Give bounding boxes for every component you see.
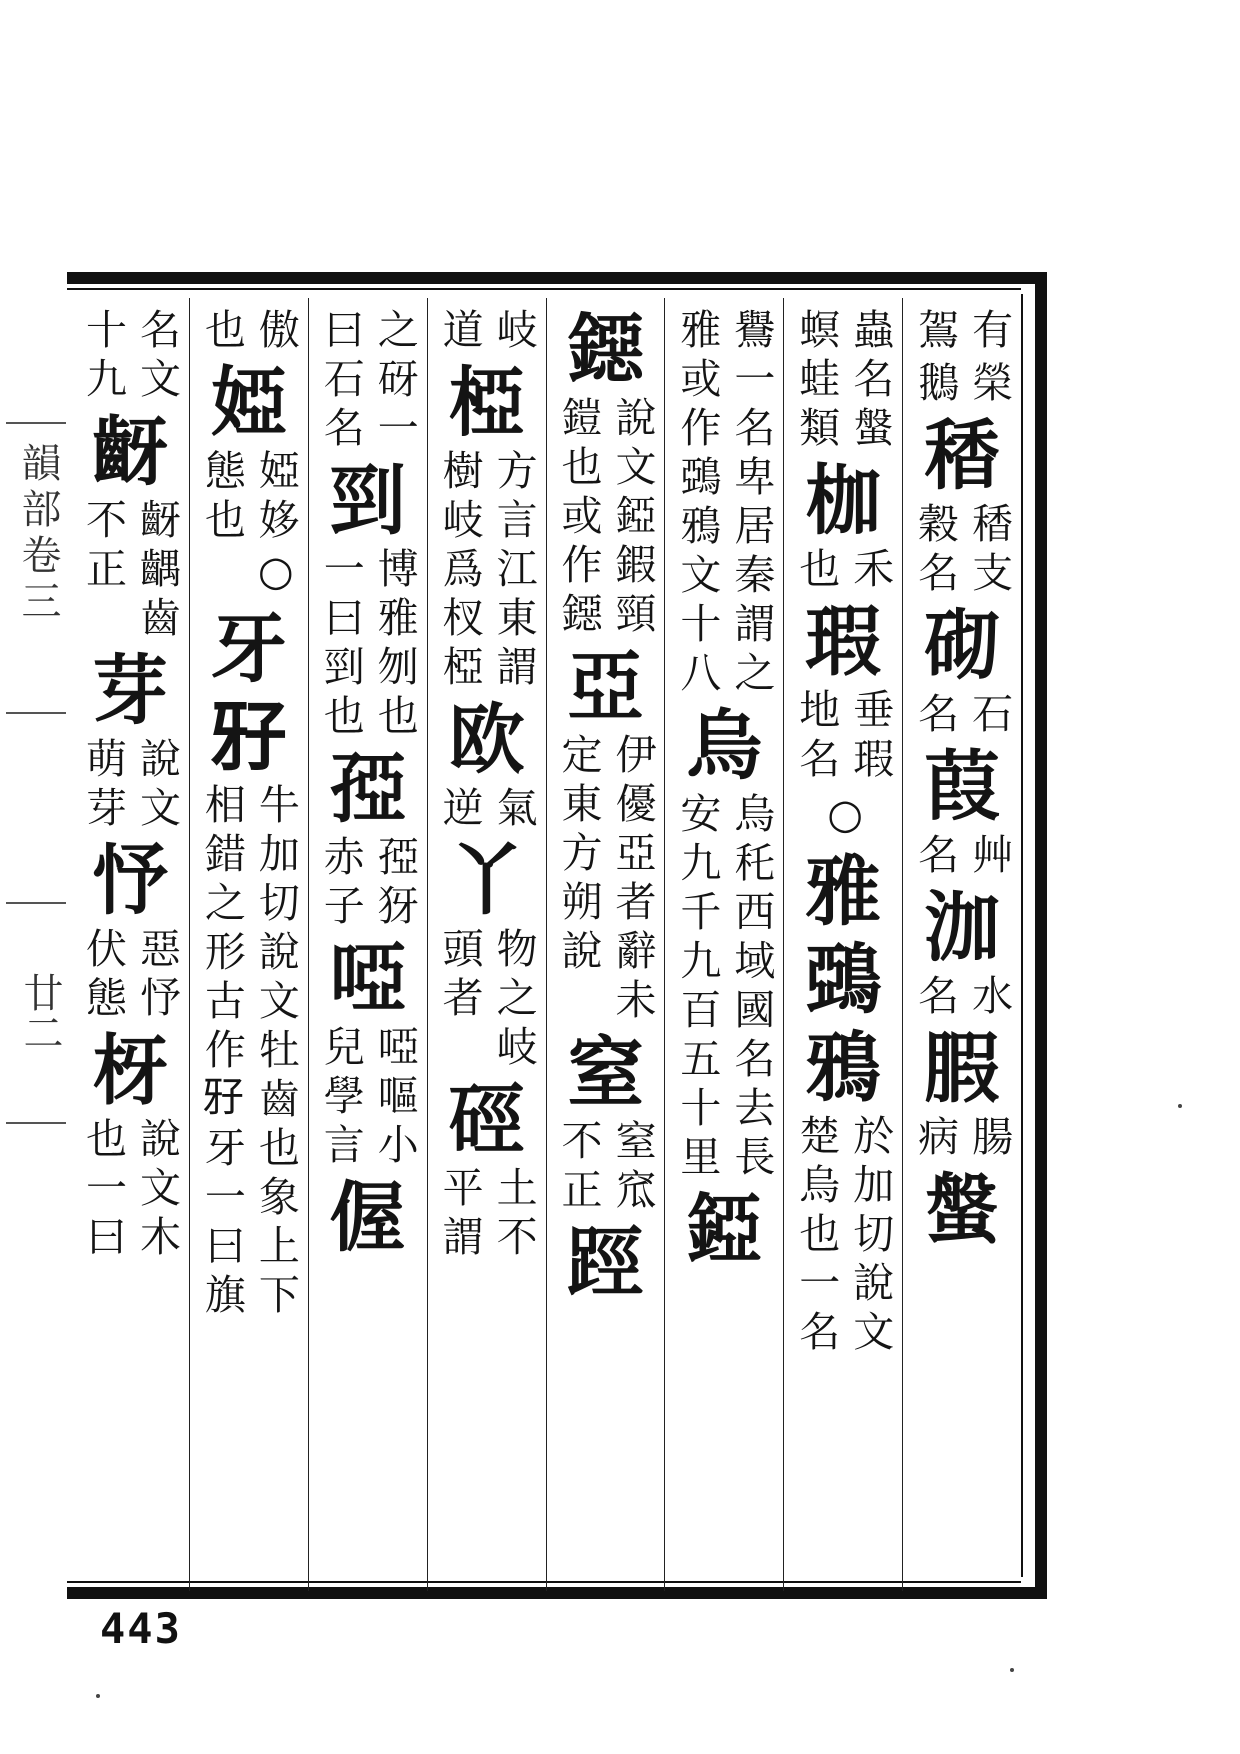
gloss-line: 蟲名螌 <box>846 308 895 455</box>
headword: 丫 <box>448 836 525 925</box>
text-column <box>665 298 784 1591</box>
headword: 椏 <box>448 358 525 447</box>
gloss-note <box>671 308 777 700</box>
gloss-line: 垂瑕 <box>846 688 895 786</box>
inner-rule-top <box>67 288 1021 290</box>
gloss-line: 曰石名 <box>316 308 365 455</box>
gloss-note <box>196 783 302 1322</box>
gloss-line: 相錯之形古作𤘅牙一曰旗 <box>197 783 246 1322</box>
headword: 瑕 <box>805 597 882 686</box>
headword: 窒 <box>567 1028 644 1117</box>
text-column <box>309 298 428 1591</box>
gloss-note <box>909 974 1015 1023</box>
paper-speck <box>1010 1668 1014 1672</box>
margin-tick <box>6 712 66 714</box>
gloss-line: 說文木 <box>132 1117 181 1264</box>
text-column <box>71 298 190 1591</box>
gloss-line: 啞嘔小 <box>370 1025 419 1172</box>
headword: 踁 <box>567 1218 644 1307</box>
gloss-line: 方言江東謂 <box>489 449 538 694</box>
gloss-line: 楚烏也一名 <box>792 1114 841 1359</box>
gloss-line: 氣 <box>489 786 538 835</box>
gloss-note <box>790 1114 896 1359</box>
gloss-line: 伏態 <box>78 927 127 1025</box>
headword: 雅 <box>805 847 882 936</box>
gloss-line: 鸒一名卑居秦謂之 <box>727 308 776 700</box>
gloss-line: 也 <box>197 308 246 357</box>
headword: 啞 <box>329 934 406 1023</box>
headword: 烏 <box>686 701 763 790</box>
headword: 泇 <box>924 883 1001 972</box>
text-block-frame <box>67 272 1047 1599</box>
gloss-line: 䅨支 <box>965 502 1014 600</box>
gloss-note <box>552 1119 658 1217</box>
gloss-line: 病 <box>911 1115 960 1164</box>
gloss-line: 水 <box>965 974 1014 1023</box>
headword: 硜 <box>448 1075 525 1164</box>
gloss-line: 博雅刎也 <box>370 547 419 743</box>
gloss-note <box>790 688 896 786</box>
headword: 枷 <box>805 456 882 545</box>
gloss-note <box>434 927 540 1074</box>
gloss-note <box>315 1025 421 1172</box>
gloss-line: 岐 <box>489 308 538 357</box>
gloss-line: 雅或作鵶鴉文十八 <box>673 308 722 700</box>
gloss-line: 赤子 <box>316 835 365 933</box>
gloss-line: 也 <box>792 547 841 596</box>
gloss-line: 伊優亞者辭未 <box>608 733 657 1027</box>
gloss-line: 於加切說文 <box>846 1114 895 1359</box>
text-columns <box>71 298 1021 1591</box>
headword: 芽 <box>91 646 168 735</box>
gloss-line: 名文 <box>132 308 181 406</box>
gloss-line: 榮 <box>965 361 1014 410</box>
headword: 腵 <box>924 1024 1001 1113</box>
gloss-line: 名 <box>911 692 960 741</box>
gloss-line: 螟蛙類 <box>792 308 841 455</box>
headword: 螌 <box>924 1165 1001 1254</box>
headword: 孲 <box>329 744 406 833</box>
headword: 鵶 <box>805 935 882 1024</box>
gloss-line: 土不 <box>489 1166 538 1264</box>
gloss-note <box>909 1115 1015 1164</box>
gloss-note <box>77 737 183 835</box>
gloss-note <box>434 449 540 694</box>
gloss-note <box>909 308 1015 357</box>
gloss-note <box>196 449 302 603</box>
margin-tick <box>6 902 66 904</box>
gloss-note <box>315 308 421 455</box>
headword: 鴉 <box>805 1023 882 1112</box>
headword: 葭 <box>924 742 1001 831</box>
gloss-line: 物之岐 <box>489 927 538 1074</box>
text-column <box>190 298 309 1591</box>
gloss-line: 定東方朔說 <box>554 733 603 978</box>
headword: 偓 <box>329 1173 406 1262</box>
gloss-line: 萌芽 <box>78 737 127 835</box>
gloss-line: 腸 <box>965 1115 1014 1164</box>
gloss-line: 有 <box>965 308 1014 357</box>
gloss-note <box>434 308 540 357</box>
gloss-note <box>909 502 1015 600</box>
gloss-note <box>790 547 896 596</box>
gloss-line: 禾 <box>846 547 895 596</box>
gloss-line: 頭者 <box>435 927 484 1025</box>
margin-folio: 廿二 <box>17 972 63 1052</box>
paper-speck <box>96 1694 100 1698</box>
gloss-line: 也一曰 <box>78 1117 127 1264</box>
gloss-line: 安九千九百五十里 <box>673 792 722 1184</box>
gloss-note <box>790 308 896 455</box>
headword: 錏 <box>686 1185 763 1274</box>
gloss-line: 兒學言 <box>316 1025 365 1172</box>
left-margin <box>0 272 67 1599</box>
gloss-line: ○ <box>821 790 870 846</box>
text-column <box>547 298 666 1591</box>
gloss-line: 齖齵齒 <box>132 498 181 645</box>
gloss-line: 說文 <box>132 737 181 835</box>
gloss-note <box>552 396 658 641</box>
gloss-note <box>77 927 183 1025</box>
gloss-note <box>315 835 421 933</box>
gloss-note <box>552 733 658 1027</box>
text-column <box>428 298 547 1591</box>
gloss-line: 烏秅西域國名去長 <box>727 792 776 1184</box>
gloss-line: 惡忬 <box>132 927 181 1025</box>
gloss-line: 艸 <box>965 833 1014 882</box>
gloss-note <box>434 1166 540 1264</box>
headword: 牙 <box>210 604 287 693</box>
gloss-note <box>315 547 421 743</box>
gloss-note <box>196 308 302 357</box>
gloss-note <box>909 361 1015 410</box>
gloss-line: 逆 <box>435 786 484 835</box>
gloss-line: 名 <box>911 833 960 882</box>
headword: 枒 <box>91 1026 168 1115</box>
headword: 婭 <box>210 358 287 447</box>
gloss-line: 孲犽 <box>370 835 419 933</box>
gloss-note <box>909 833 1015 882</box>
headword: 忬 <box>91 836 168 925</box>
gloss-line: 穀名 <box>911 502 960 600</box>
headword: 欧 <box>448 695 525 784</box>
gloss-note <box>815 790 871 846</box>
margin-title: 韻部卷三 <box>15 442 61 626</box>
gloss-note <box>77 1117 183 1264</box>
margin-tick <box>6 1122 66 1124</box>
gloss-note <box>671 792 777 1184</box>
gloss-line: 傲 <box>251 308 300 357</box>
margin-tick <box>6 422 66 424</box>
gloss-line: 地名 <box>792 688 841 786</box>
gloss-line: 十九 <box>78 308 127 406</box>
text-column <box>784 298 903 1591</box>
gloss-note <box>77 308 183 406</box>
gloss-line: 平謂 <box>435 1166 484 1264</box>
gloss-line: 一曰剄也 <box>316 547 365 743</box>
gloss-line: 婭姼○ <box>251 449 300 603</box>
gloss-line: 牛加切說文牡齒也象上下 <box>251 783 300 1322</box>
paper-speck <box>1178 1104 1182 1108</box>
gloss-line: 石 <box>965 692 1014 741</box>
headword: 剄 <box>329 456 406 545</box>
gloss-line: 窒窊 <box>608 1119 657 1217</box>
headword: 齖 <box>91 407 168 496</box>
headword: 𤘅 <box>210 692 287 781</box>
gloss-note <box>909 692 1015 741</box>
gloss-line: 鎧也或作鐚 <box>554 396 603 641</box>
headword: 砌 <box>924 601 1001 690</box>
inner-rule-right <box>1021 294 1023 1577</box>
headword: 亞 <box>567 642 644 731</box>
gloss-line: 樹岐爲杈椏 <box>435 449 484 694</box>
headword: 䅨 <box>924 411 1001 500</box>
gloss-line: 道 <box>435 308 484 357</box>
gloss-line: 說文錏鍜頸 <box>608 396 657 641</box>
text-column <box>903 298 1021 1591</box>
page-number: 443 <box>100 1604 182 1653</box>
gloss-line: 之砑一 <box>370 308 419 455</box>
gloss-line: 鵝 <box>911 361 960 410</box>
headword: 鐚 <box>567 305 644 394</box>
gloss-line: 態也 <box>197 449 246 547</box>
gloss-line: 鴐 <box>911 308 960 357</box>
gloss-line: 不正 <box>554 1119 603 1217</box>
gloss-line: 名 <box>911 974 960 1023</box>
gloss-line: 不正 <box>78 498 127 596</box>
gloss-note <box>434 786 540 835</box>
gloss-note <box>77 498 183 645</box>
